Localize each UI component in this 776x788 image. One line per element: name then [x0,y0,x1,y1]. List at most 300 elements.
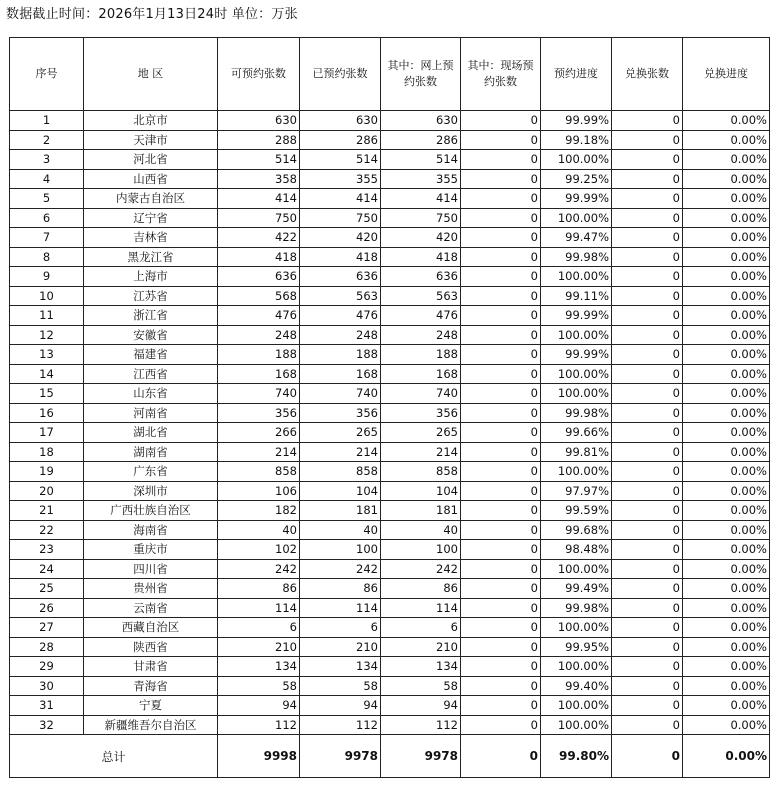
cell-progress: 99.81% [541,442,612,462]
table-row [10,462,770,482]
cell-online: 86 [381,579,461,599]
cell-online: 636 [381,267,461,287]
cell-redeemed: 0 [612,637,683,657]
header-progress: 预约进度 [541,38,612,111]
cell-region: 云南省 [84,598,218,618]
cell-reserved: 40 [300,520,381,540]
cell-reserved: 418 [300,247,381,267]
cell-available: 358 [218,169,300,189]
cell-reserved: 858 [300,462,381,482]
table-row [10,423,770,443]
cell-region: 重庆市 [84,540,218,560]
cell-redeem-progress: 0.00% [683,345,770,365]
cell-reserved: 355 [300,169,381,189]
cell-region: 江苏省 [84,286,218,306]
cell-index: 32 [10,715,84,735]
header-index: 序号 [10,38,84,111]
cell-available: 476 [218,306,300,326]
cell-onsite: 0 [461,520,541,540]
cell-available: 94 [218,696,300,716]
total-available: 9998 [218,735,300,778]
cell-progress: 100.00% [541,384,612,404]
cell-region: 黑龙江省 [84,247,218,267]
cell-online: 476 [381,306,461,326]
cell-index: 7 [10,228,84,248]
cell-available: 168 [218,364,300,384]
table-row [10,228,770,248]
cell-onsite: 0 [461,501,541,521]
cell-online: 58 [381,676,461,696]
cell-redeemed: 0 [612,520,683,540]
cell-progress: 99.99% [541,189,612,209]
cell-onsite: 0 [461,169,541,189]
table-header-row [10,38,770,111]
cell-redeem-progress: 0.00% [683,325,770,345]
cell-index: 17 [10,423,84,443]
cell-redeem-progress: 0.00% [683,696,770,716]
table-body [10,111,770,735]
cell-reserved: 242 [300,559,381,579]
cell-redeem-progress: 0.00% [683,111,770,131]
cell-progress: 99.11% [541,286,612,306]
cell-index: 13 [10,345,84,365]
cell-index: 15 [10,384,84,404]
cell-progress: 99.98% [541,403,612,423]
cell-region: 深圳市 [84,481,218,501]
cell-region: 甘肃省 [84,657,218,677]
cell-progress: 99.95% [541,637,612,657]
cell-redeem-progress: 0.00% [683,579,770,599]
cell-redeem-progress: 0.00% [683,657,770,677]
cell-online: 94 [381,696,461,716]
cell-available: 214 [218,442,300,462]
cell-region: 河北省 [84,150,218,170]
reservation-table [9,37,770,778]
cell-region: 青海省 [84,676,218,696]
table-row [10,501,770,521]
cell-reserved: 94 [300,696,381,716]
cell-onsite: 0 [461,637,541,657]
cell-available: 414 [218,189,300,209]
cell-online: 265 [381,423,461,443]
cell-available: 112 [218,715,300,735]
total-redeemed: 0 [612,735,683,778]
cell-region: 北京市 [84,111,218,131]
table-row [10,481,770,501]
cell-onsite: 0 [461,306,541,326]
cell-redeem-progress: 0.00% [683,618,770,638]
cell-progress: 99.98% [541,598,612,618]
cell-redeem-progress: 0.00% [683,150,770,170]
cell-redeemed: 0 [612,715,683,735]
table-row [10,696,770,716]
table-row [10,442,770,462]
cell-available: 102 [218,540,300,560]
table-row [10,403,770,423]
cell-available: 636 [218,267,300,287]
table-row [10,657,770,677]
cell-redeemed: 0 [612,481,683,501]
cell-redeemed: 0 [612,267,683,287]
cell-online: 418 [381,247,461,267]
cell-region: 江西省 [84,364,218,384]
cell-redeem-progress: 0.00% [683,442,770,462]
cell-redeemed: 0 [612,618,683,638]
cell-onsite: 0 [461,325,541,345]
cell-onsite: 0 [461,618,541,638]
cell-progress: 99.40% [541,676,612,696]
cell-online: 242 [381,559,461,579]
cell-redeemed: 0 [612,403,683,423]
cell-redeem-progress: 0.00% [683,501,770,521]
cell-available: 740 [218,384,300,404]
cell-onsite: 0 [461,345,541,365]
cell-redeem-progress: 0.00% [683,520,770,540]
cell-redeemed: 0 [612,579,683,599]
cell-progress: 99.49% [541,579,612,599]
cell-onsite: 0 [461,267,541,287]
cell-reserved: 414 [300,189,381,209]
cell-region: 贵州省 [84,579,218,599]
table-row [10,306,770,326]
cell-region: 上海市 [84,267,218,287]
cell-progress: 100.00% [541,267,612,287]
cell-reserved: 168 [300,364,381,384]
cell-available: 630 [218,111,300,131]
cell-onsite: 0 [461,364,541,384]
cell-online: 356 [381,403,461,423]
cell-reserved: 420 [300,228,381,248]
cell-online: 210 [381,637,461,657]
table-row [10,384,770,404]
cell-online: 181 [381,501,461,521]
cell-redeemed: 0 [612,657,683,677]
cell-redeem-progress: 0.00% [683,423,770,443]
cell-redeemed: 0 [612,696,683,716]
cell-index: 16 [10,403,84,423]
cell-progress: 100.00% [541,150,612,170]
cell-redeem-progress: 0.00% [683,247,770,267]
cell-region: 海南省 [84,520,218,540]
cell-available: 58 [218,676,300,696]
cell-index: 6 [10,208,84,228]
cell-onsite: 0 [461,481,541,501]
cell-progress: 100.00% [541,559,612,579]
cell-progress: 99.99% [541,111,612,131]
cell-index: 29 [10,657,84,677]
cell-onsite: 0 [461,189,541,209]
total-online: 9978 [381,735,461,778]
cell-region: 湖南省 [84,442,218,462]
cell-redeem-progress: 0.00% [683,403,770,423]
cell-redeemed: 0 [612,247,683,267]
header-online: 其中：网上预约张数 [381,38,461,111]
cell-reserved: 104 [300,481,381,501]
cell-online: 750 [381,208,461,228]
table-row [10,325,770,345]
header-available: 可预约张数 [218,38,300,111]
cell-online: 134 [381,657,461,677]
cell-redeemed: 0 [612,189,683,209]
cell-reserved: 476 [300,306,381,326]
table-row [10,579,770,599]
cell-reserved: 514 [300,150,381,170]
cell-redeemed: 0 [612,208,683,228]
cell-reserved: 181 [300,501,381,521]
cell-index: 23 [10,540,84,560]
table-row [10,540,770,560]
cell-redeemed: 0 [612,384,683,404]
cell-onsite: 0 [461,559,541,579]
cell-index: 9 [10,267,84,287]
cell-progress: 99.98% [541,247,612,267]
cell-region: 辽宁省 [84,208,218,228]
total-redeem-progress: 0.00% [683,735,770,778]
table-row [10,247,770,267]
table-row [10,150,770,170]
cell-available: 6 [218,618,300,638]
cell-progress: 100.00% [541,364,612,384]
cell-online: 740 [381,384,461,404]
cell-redeemed: 0 [612,130,683,150]
cell-onsite: 0 [461,423,541,443]
cell-online: 286 [381,130,461,150]
cell-redeemed: 0 [612,540,683,560]
total-reserved: 9978 [300,735,381,778]
cell-reserved: 248 [300,325,381,345]
cell-available: 188 [218,345,300,365]
header-onsite: 其中：现场预约张数 [461,38,541,111]
cell-reserved: 214 [300,442,381,462]
cell-reserved: 740 [300,384,381,404]
cell-reserved: 563 [300,286,381,306]
cell-reserved: 188 [300,345,381,365]
cell-online: 563 [381,286,461,306]
cell-reserved: 58 [300,676,381,696]
cell-available: 106 [218,481,300,501]
cell-online: 100 [381,540,461,560]
cell-redeemed: 0 [612,325,683,345]
cell-index: 28 [10,637,84,657]
cell-progress: 99.99% [541,306,612,326]
table-row [10,286,770,306]
cell-redeemed: 0 [612,111,683,131]
cell-reserved: 750 [300,208,381,228]
cell-redeem-progress: 0.00% [683,715,770,735]
header-redeemed: 兑换张数 [612,38,683,111]
cell-available: 86 [218,579,300,599]
table-row [10,267,770,287]
cell-onsite: 0 [461,696,541,716]
table-row [10,169,770,189]
cell-reserved: 286 [300,130,381,150]
cell-redeemed: 0 [612,364,683,384]
table-row [10,598,770,618]
cell-index: 25 [10,579,84,599]
cell-onsite: 0 [461,111,541,131]
cell-index: 20 [10,481,84,501]
cell-available: 858 [218,462,300,482]
cell-onsite: 0 [461,130,541,150]
cell-progress: 100.00% [541,208,612,228]
cell-available: 288 [218,130,300,150]
cell-region: 天津市 [84,130,218,150]
table-row [10,618,770,638]
cell-available: 134 [218,657,300,677]
cell-index: 24 [10,559,84,579]
cell-redeemed: 0 [612,559,683,579]
cell-progress: 100.00% [541,618,612,638]
cell-online: 40 [381,520,461,540]
cell-region: 山东省 [84,384,218,404]
cell-index: 14 [10,364,84,384]
cell-reserved: 114 [300,598,381,618]
cell-redeemed: 0 [612,228,683,248]
cell-available: 514 [218,150,300,170]
cell-redeem-progress: 0.00% [683,481,770,501]
cell-region: 陕西省 [84,637,218,657]
cell-onsite: 0 [461,598,541,618]
header-redeem-progress: 兑换进度 [683,38,770,111]
cell-index: 12 [10,325,84,345]
table-row [10,111,770,131]
cell-online: 214 [381,442,461,462]
cell-online: 248 [381,325,461,345]
cell-index: 18 [10,442,84,462]
table-row [10,676,770,696]
cell-onsite: 0 [461,442,541,462]
cell-onsite: 0 [461,579,541,599]
cell-progress: 99.47% [541,228,612,248]
cell-online: 6 [381,618,461,638]
cell-region: 西藏自治区 [84,618,218,638]
cell-redeemed: 0 [612,462,683,482]
cell-index: 1 [10,111,84,131]
table-row [10,345,770,365]
cell-progress: 99.68% [541,520,612,540]
cell-onsite: 0 [461,247,541,267]
table-row [10,364,770,384]
cell-index: 11 [10,306,84,326]
cell-online: 355 [381,169,461,189]
cell-onsite: 0 [461,228,541,248]
cell-online: 420 [381,228,461,248]
cell-available: 356 [218,403,300,423]
cell-onsite: 0 [461,150,541,170]
cell-redeem-progress: 0.00% [683,267,770,287]
table-row [10,130,770,150]
cell-available: 418 [218,247,300,267]
cell-region: 湖北省 [84,423,218,443]
cell-index: 27 [10,618,84,638]
cell-redeemed: 0 [612,598,683,618]
table-row [10,520,770,540]
cell-redeemed: 0 [612,286,683,306]
cell-region: 新疆维吾尔自治区 [84,715,218,735]
cell-redeemed: 0 [612,501,683,521]
cell-online: 112 [381,715,461,735]
cell-reserved: 134 [300,657,381,677]
cell-reserved: 636 [300,267,381,287]
cell-available: 242 [218,559,300,579]
cell-progress: 99.66% [541,423,612,443]
table-row [10,637,770,657]
cell-index: 4 [10,169,84,189]
cell-available: 266 [218,423,300,443]
cell-progress: 97.97% [541,481,612,501]
cell-redeem-progress: 0.00% [683,130,770,150]
cell-region: 山西省 [84,169,218,189]
reservation-table-container [9,37,769,778]
cell-index: 22 [10,520,84,540]
cell-onsite: 0 [461,208,541,228]
cell-redeem-progress: 0.00% [683,306,770,326]
cell-progress: 100.00% [541,657,612,677]
table-row [10,208,770,228]
cell-redeem-progress: 0.00% [683,189,770,209]
cell-available: 114 [218,598,300,618]
cell-index: 31 [10,696,84,716]
cell-onsite: 0 [461,286,541,306]
cell-reserved: 6 [300,618,381,638]
cell-redeem-progress: 0.00% [683,208,770,228]
cell-redeemed: 0 [612,345,683,365]
cell-region: 安徽省 [84,325,218,345]
cell-redeemed: 0 [612,306,683,326]
table-row [10,715,770,735]
cell-onsite: 0 [461,384,541,404]
cell-redeem-progress: 0.00% [683,540,770,560]
cell-online: 104 [381,481,461,501]
cell-region: 内蒙古自治区 [84,189,218,209]
cell-reserved: 630 [300,111,381,131]
header-reserved: 已预约张数 [300,38,381,111]
cell-redeem-progress: 0.00% [683,228,770,248]
cell-available: 248 [218,325,300,345]
cell-region: 河南省 [84,403,218,423]
cell-redeem-progress: 0.00% [683,598,770,618]
table-row [10,189,770,209]
cell-progress: 100.00% [541,462,612,482]
cell-reserved: 86 [300,579,381,599]
cell-region: 浙江省 [84,306,218,326]
cell-onsite: 0 [461,462,541,482]
total-onsite: 0 [461,735,541,778]
table-row [10,559,770,579]
cell-online: 414 [381,189,461,209]
cell-progress: 99.99% [541,345,612,365]
cell-progress: 99.18% [541,130,612,150]
cell-online: 188 [381,345,461,365]
cell-index: 30 [10,676,84,696]
cell-online: 114 [381,598,461,618]
cell-onsite: 0 [461,676,541,696]
cell-redeemed: 0 [612,169,683,189]
cell-onsite: 0 [461,540,541,560]
cell-reserved: 210 [300,637,381,657]
cell-redeemed: 0 [612,150,683,170]
cell-redeem-progress: 0.00% [683,364,770,384]
cell-redeem-progress: 0.00% [683,462,770,482]
cell-region: 福建省 [84,345,218,365]
cell-region: 广东省 [84,462,218,482]
cell-reserved: 100 [300,540,381,560]
cell-redeem-progress: 0.00% [683,286,770,306]
cell-progress: 100.00% [541,325,612,345]
cell-index: 26 [10,598,84,618]
cell-region: 吉林省 [84,228,218,248]
cell-region: 宁夏 [84,696,218,716]
